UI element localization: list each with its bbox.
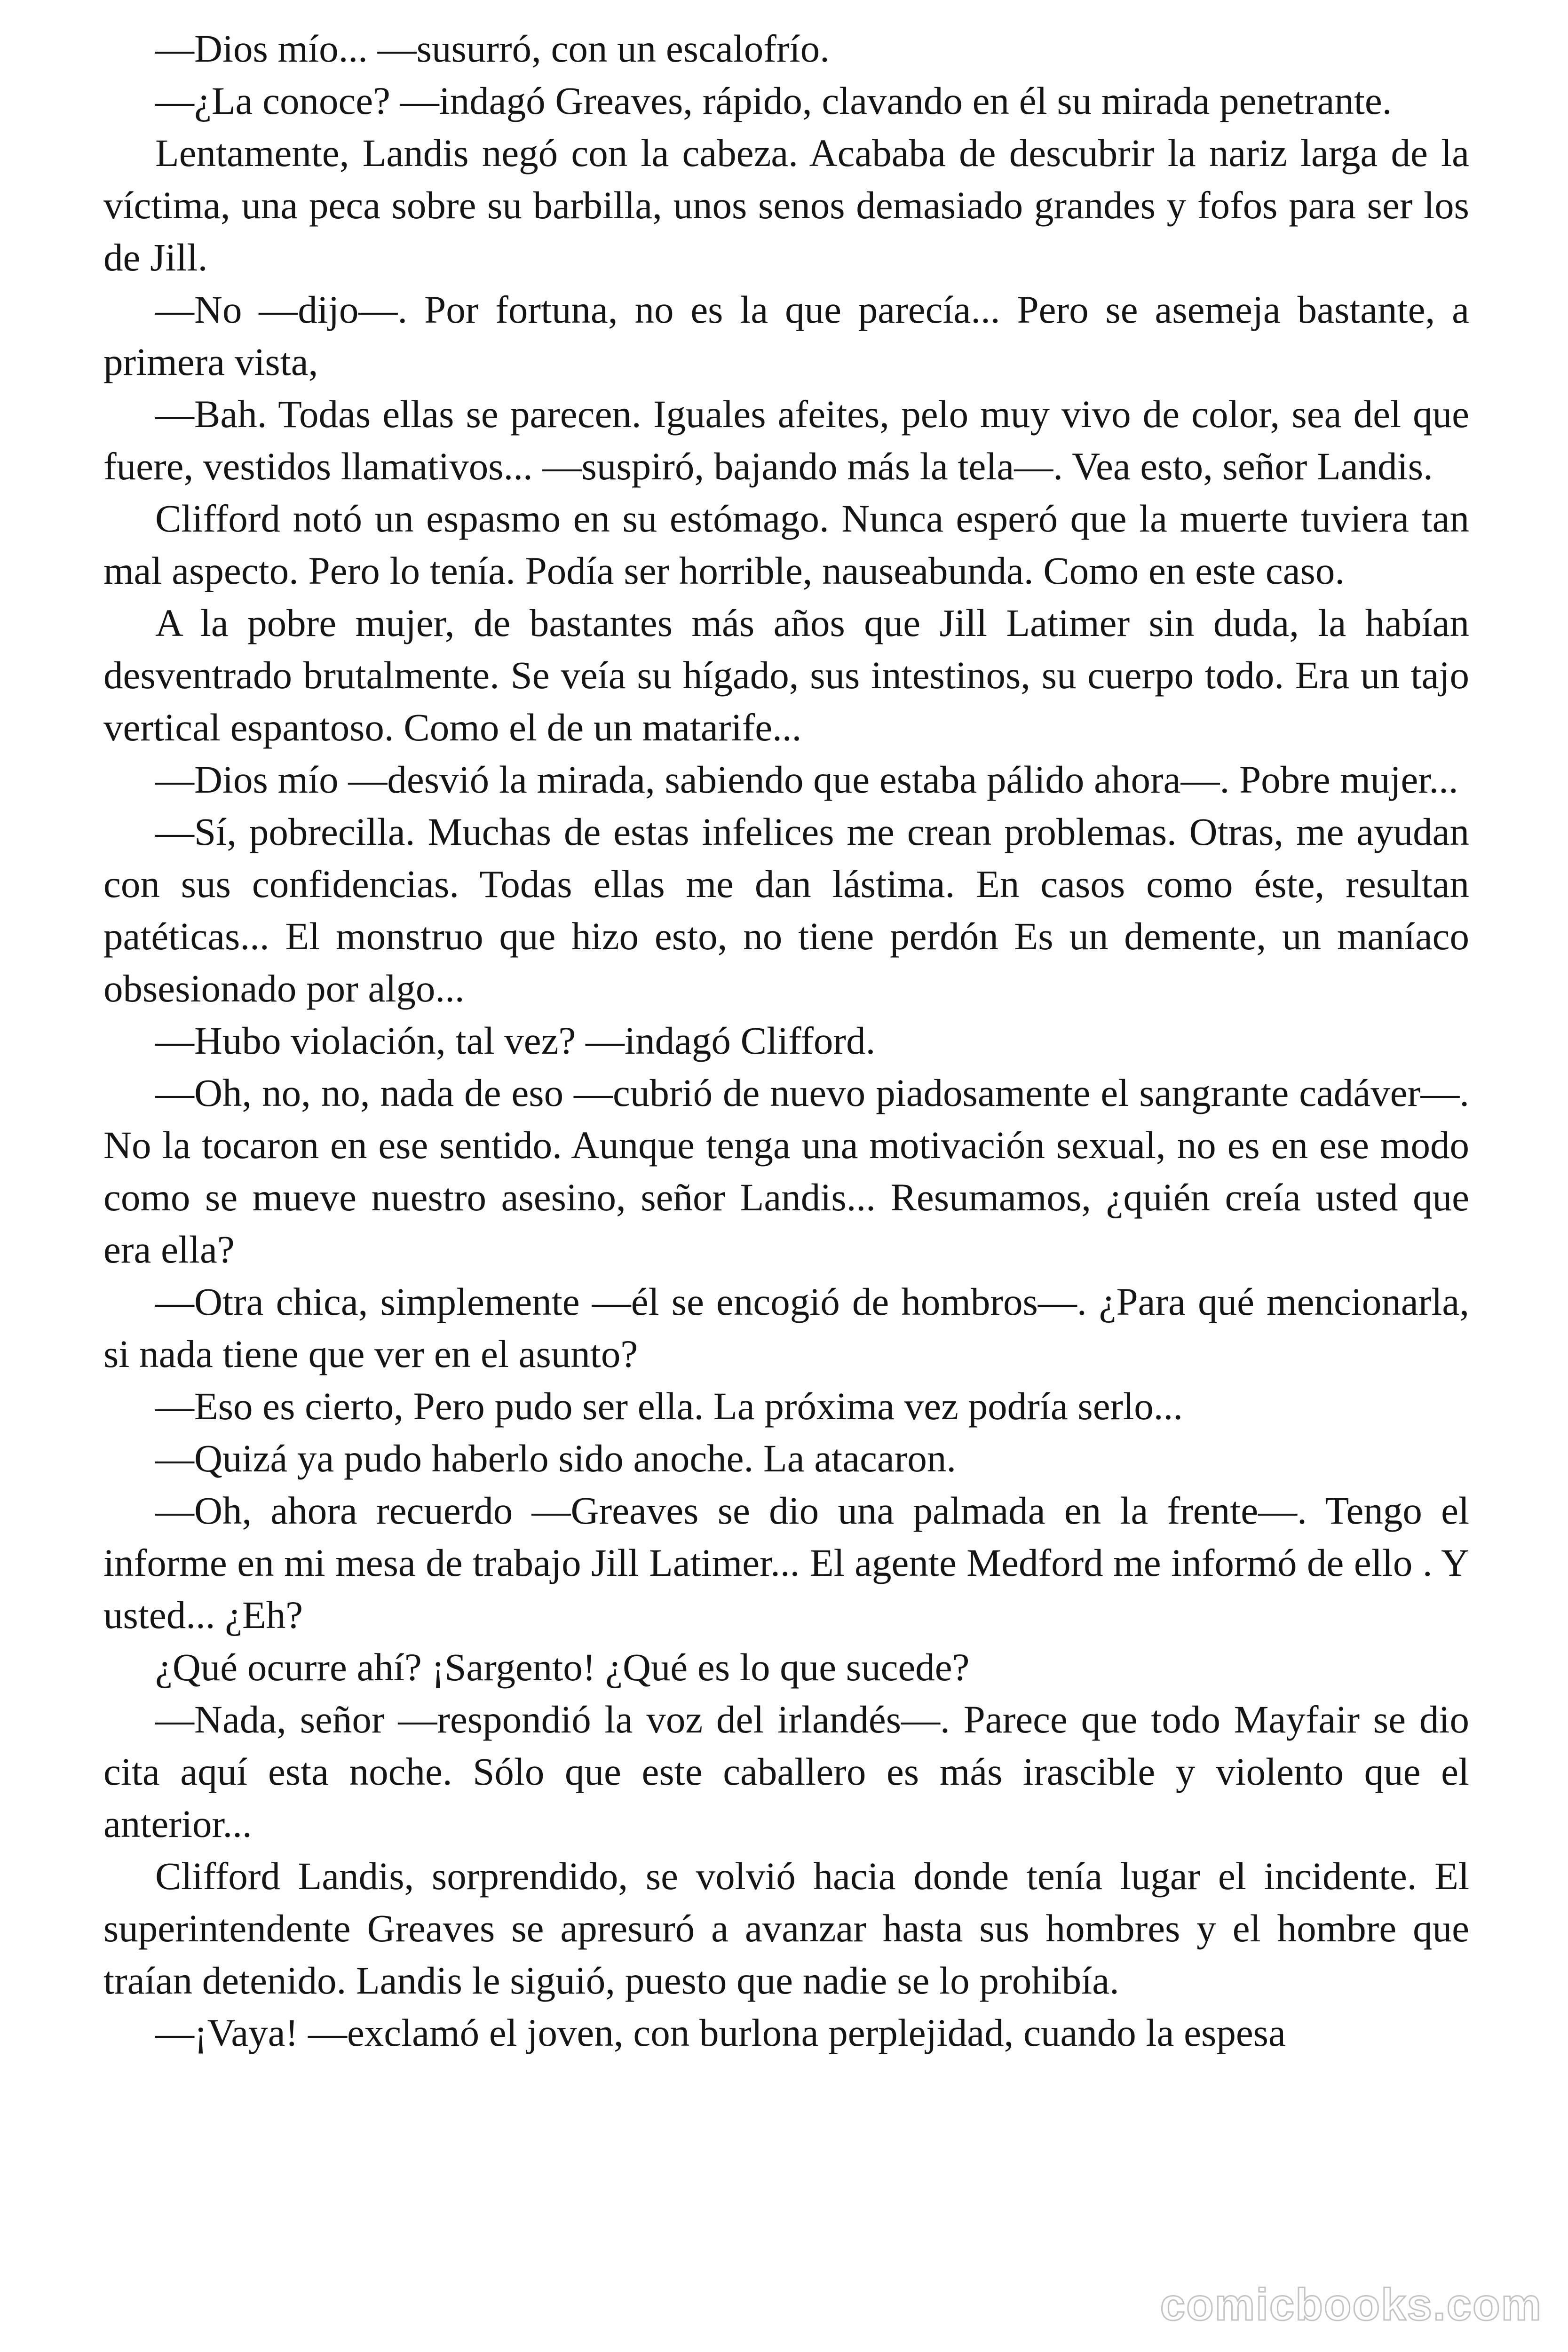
paragraph: Clifford notó un espasmo en su estómago. Nunca esperó que la muerte tuviera tan mal aspecto. Pero lo tenía. Podía ser horrible, nauseabunda. Como en este caso. (103, 497, 1469, 592)
paragraph: Lentamente, Landis negó con la cabeza. Acababa de descubrir la nariz larga de la víctima, una peca sobre su barbilla, unos senos demasiado grandes y fofos para ser los de Jill. (103, 131, 1469, 279)
paragraph: —Dios mío... —susurró, con un escalofrío. (155, 27, 830, 70)
paragraph: —Oh, no, no, nada de eso —cubrió de nuevo piadosamente el sangrante cadáver—. No la tocaron en ese sentido. Aunque tenga una motivación sexual, no es en ese modo como se mueve nuestro asesino, señor Landis... Resumamos, ¿quién creía usted que era ella? (103, 1071, 1469, 1271)
paragraph: —Otra chica, simplemente —él se encogió de hombros—. ¿Para qué mencionarla, si nada tiene que ver en el asunto? (103, 1280, 1469, 1375)
paragraph: —Dios mío —desvió la mirada, sabiendo que estaba pálido ahora—. Pobre mujer... (155, 758, 1458, 801)
paragraph: —Bah. Todas ellas se parecen. Iguales afeites, pelo muy vivo de color, sea del que fuere, vestidos llamativos... —suspiró, bajando más la tela—. Vea esto, señor Landis. (103, 392, 1469, 488)
paragraph: —Oh, ahora recuerdo —Greaves se dio una palmada en la frente—. Tengo el informe en mi mesa de trabajo Jill Latimer... El agente Medford me informó de ello . Y usted... ¿Eh? (103, 1489, 1469, 1637)
paragraph: —Quizá ya pudo haberlo sido anoche. La atacaron. (155, 1437, 957, 1480)
paragraph: —¡Vaya! —exclamó el joven, con burlona perplejidad, cuando la espesa (155, 2011, 1286, 2054)
page-text (103, 23, 1469, 2059)
watermark: comicbooks.com (1160, 2280, 1542, 2330)
paragraph: —Hubo violación, tal vez? —indagó Clifford. (155, 1019, 876, 1062)
paragraph: —Nada, señor —respondió la voz del irlandés—. Parece que todo Mayfair se dio cita aquí esta noche. Sólo que este caballero es más irascible y violento que el anterior... (103, 1698, 1469, 1845)
paragraph: —¿La conoce? —indagó Greaves, rápido, clavando en él su mirada penetrante. (155, 79, 1392, 122)
paragraph: A la pobre mujer, de bastantes más años que Jill Latimer sin duda, la habían desventrado brutalmente. Se veía su hígado, sus intestinos, su cuerpo todo. Era un tajo vertical espantoso. Como el de un matarife... (103, 601, 1469, 749)
paragraph: —Eso es cierto, Pero pudo ser ella. La próxima vez podría serlo... (155, 1384, 1183, 1428)
paragraph: —Sí, pobrecilla. Muchas de estas infelices me crean problemas. Otras, me ayudan con sus confidencias. Todas ellas me dan lástima. En casos como éste, resultan patéticas... El monstruo que hizo esto, no tiene perdón Es un demente, un maníaco obsesionado por algo... (103, 810, 1469, 1010)
paragraph: ¿Qué ocurre ahí? ¡Sargento! ¿Qué es lo que sucede? (155, 1645, 970, 1689)
paragraph: Clifford Landis, sorprendido, se volvió hacia donde tenía lugar el incidente. El superintendente Greaves se apresuró a avanzar hasta sus hombres y el hombre que traían detenido. Landis le siguió, puesto que nadie se lo prohibía. (103, 1854, 1469, 2002)
paragraph: —No —dijo—. Por fortuna, no es la que parecía... Pero se asemeja bastante, a primera vista, (103, 288, 1469, 383)
